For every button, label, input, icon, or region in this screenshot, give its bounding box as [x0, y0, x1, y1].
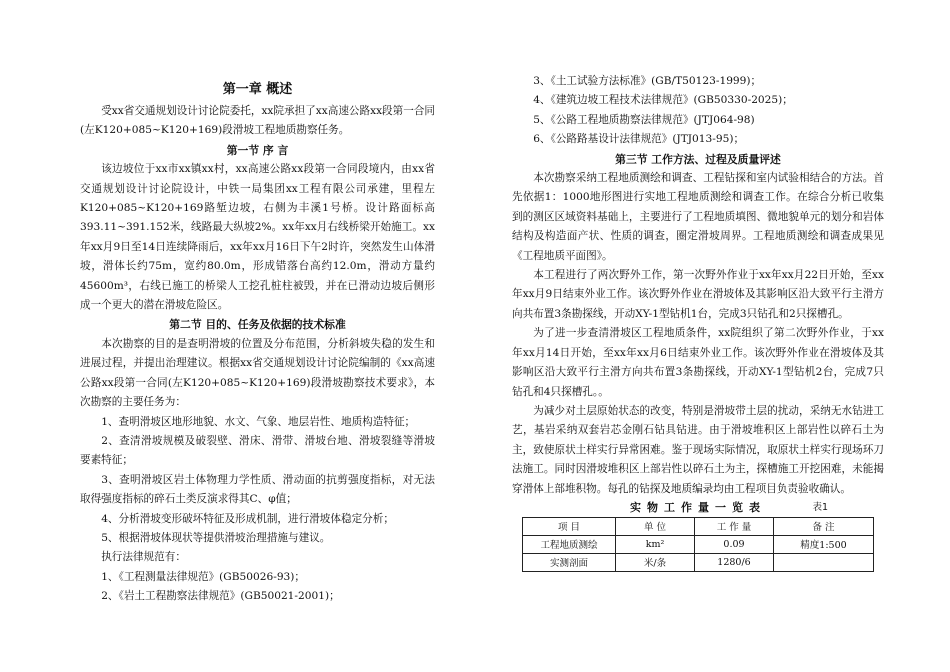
table-cell: 1280/6: [695, 553, 774, 571]
table-title: 实物工作量一览表: [630, 500, 766, 514]
table-row: [523, 553, 874, 571]
table-row: [523, 535, 874, 553]
standard-item: 3、《土工试验方法标准》(GB/T50123-1999)；: [533, 75, 762, 87]
table-header-cell: 工 作 量: [695, 517, 774, 535]
table-header-row: [523, 517, 874, 535]
table-cell: 0.09: [695, 535, 774, 553]
chapter-title: 第一章 概述: [222, 82, 293, 97]
right-column: [512, 72, 884, 572]
left-column: [80, 102, 435, 607]
section2-paragraph: 本次勘察的目的是查明滑坡的位置及分布范围，分析斜坡失稳的发生和进展过程，并提出治理建议。根据xx省交通规划设计讨论院编制的《xx高速公路xx段第一合同(左K120+085~K120+169)段滑坡勘察技术要求》，本次勘察的主要任务为：: [80, 337, 435, 409]
table-caption: [512, 499, 884, 517]
section3-paragraph: 为减少对土层原始状态的改变，特别是滑坡带土层的扰动，采纳无水钻进工艺，基岩采纳双套岩芯金刚石钻具钻进。由于滑坡堆积区上部岩性以碎石土为主，致使原状土样实行异常困难。鉴于现场实际情况，取原状土样实行现场环刀法施工。同时因滑坡堆积区上部岩性以碎石土为主，探槽施工开挖困难，未能揭穿滑体上部堆积物。每孔的钻探及地质编录均由工程项目负责验收确认。: [512, 404, 884, 495]
table-cell: [774, 553, 874, 571]
task-item: 2、查清滑坡规模及破裂壁、滑床、滑带、滑坡台地、滑坡裂缝等滑坡要素特征；: [80, 434, 435, 467]
table-cell: 精度1:500: [774, 535, 874, 553]
table-cell: km²: [616, 535, 695, 553]
standards-intro: 执行法律规范有：: [101, 551, 186, 564]
task-item: 4、分析滑坡变形破坏特征及形成机制，进行滑坡体稳定分析；: [101, 512, 394, 525]
section3-heading: 第三节 工作方法、过程及质量评述: [615, 152, 781, 166]
table-tag: 表1: [812, 501, 828, 513]
table-header-cell: 项 目: [523, 517, 616, 535]
standard-item: 4、《建筑边坡工程技术法律规范》(GB50330-2025)；: [533, 94, 793, 107]
table-cell: 工程地质测绘: [523, 535, 616, 553]
workload-table: [522, 517, 874, 572]
section3-paragraph: 为了进一步查清滑坡区工程地质条件，xx院组织了第二次野外作业，于xx年xx月14日开始，至xx年xx月6日结束外业工作。该次野外作业在滑坡体及其影响区沿大致平行主滑方向共布置3条勘探线，开动XY-1型钻机2台，完成7只钻孔和4只探槽孔。。: [512, 327, 884, 398]
section3-paragraph: 本工程进行了两次野外工作，第一次野外作业于xx年xx月22日开始，至xx年xx月9日结束外业工作。该次野外作业在滑坡体及其影响区沿大致平行主滑方向共布置3条勘探线，开动XY-1型钻机1台，完成3只钻孔和2只探槽孔。: [512, 269, 884, 320]
task-item: 3、查明滑坡区岩土体物理力学性质、滑动面的抗剪强度指标，对无法取得强度指标的碎石土类反演求得其C、φ值；: [80, 473, 435, 506]
standard-item: 5、《公路工程地质勘察法律规范》(JTJ064-98): [533, 113, 755, 126]
table-cell: 米/条: [616, 553, 695, 571]
standard-item: 1、《工程测量法律规范》(GB50026-93)；: [101, 570, 306, 583]
section1-heading: 第一节 序 言: [226, 143, 289, 157]
section3-paragraph: 本次勘察采纳工程地质测绘和调查、工程钻探和室内试验相结合的方法。首先依据1：1000地形图进行实地工程地质测绘和调查工作。在综合分析已收集到的测区区域资料基础上，主要进行了工程地质填图、微地貌单元的划分和岩体结构及构造面产状、性质的调查，圈定滑坡周界。工程地质测绘和调查成果见《工程地质平面图》。: [512, 172, 884, 262]
standard-item: 6、《公路路基设计法律规范》(JTJ013-95)；: [533, 133, 745, 146]
table-header-cell: 单 位: [616, 517, 695, 535]
task-item: 5、根据滑坡体现状等提供滑坡治理措施与建议。: [101, 531, 331, 544]
intro-paragraph: 受xx省交通规划设计讨论院委托，xx院承担了xx高速公路xx段第一合同(左K120+085~K120+169)段滑坡工程地质勘察任务。: [80, 105, 436, 137]
section1-paragraph: 该边坡位于xx市xx镇xx村，xx高速公路xx段第一合同段境内，由xx省交通规划设计讨论院设计，中铁一局集团xx工程有限公司承建，里程左K120+085~K120+169路堑边坡，右侧为丰溪1号桥。设计路面标高393.11~391.152米，线路最大纵坡2%。xx年xx月右线桥梁开始施工。xx年xx月9日至14日连续降雨后，xx年xx月16日下午2时许，突然发生山体滑坡，滑体长约75m，宽约80.0m，形成错落台高约12.0m，滑动方量约45600m³，右线已施工的桥梁人工挖孔桩柱被毁，并在已滑动边坡后侧形成一个更大的潜在滑坡危险区。: [80, 163, 435, 312]
table-cell: 实测剖面: [523, 553, 616, 571]
table-header-cell: 备 注: [774, 517, 874, 535]
section2-heading: 第二节 目的、任务及依据的技术标准: [169, 318, 346, 332]
standard-item: 2、《岩土工程勘察法律规范》(GB50021-2001)；: [101, 590, 340, 603]
task-item: 1、查明滑坡区地形地貌、水文、气象、地层岩性、地质构造特征；: [101, 415, 416, 428]
